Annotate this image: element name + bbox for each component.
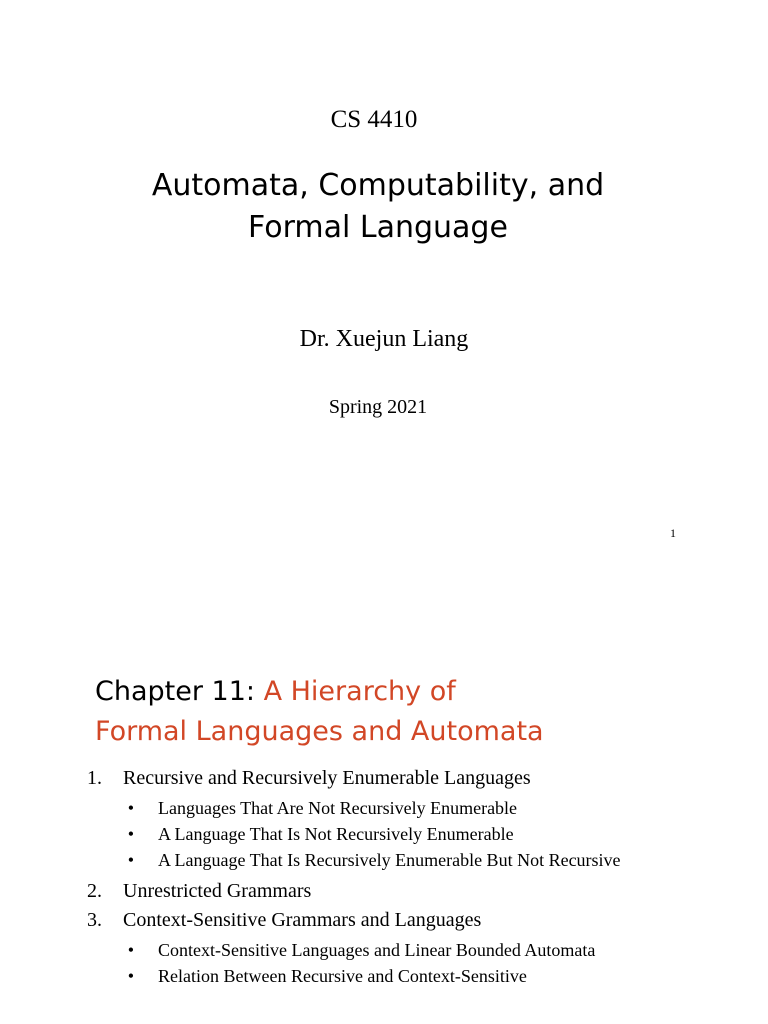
slide-title-line-1: Automata, Computability, and: [151, 168, 605, 203]
bullet-marker: •: [127, 940, 134, 960]
chapter-outline: [87, 766, 667, 995]
outline-number: 2.: [87, 880, 102, 902]
chapter-topic-line-2: Formal Languages and Automata: [95, 716, 544, 747]
outline-subitem-text: Languages That Are Not Recursively Enumerable: [158, 798, 518, 818]
outline-section: [87, 879, 667, 904]
page-number: 1: [670, 526, 676, 540]
course-code: CS 4410: [330, 106, 418, 133]
bullet-marker: •: [127, 966, 134, 986]
outline-subitem: [87, 795, 667, 821]
outline-subitem: [87, 963, 667, 989]
term: Spring 2021: [328, 396, 428, 418]
bullet-marker: •: [127, 824, 134, 844]
outline-subitem-text: A Language That Is Not Recursively Enumerable: [158, 824, 514, 844]
chapter-label: Chapter 11:: [95, 676, 264, 707]
outline-sublist: [87, 795, 667, 873]
outline-number: 1.: [87, 767, 102, 789]
bullet-marker: •: [127, 798, 134, 818]
outline-section: [87, 766, 667, 873]
bullet-marker: •: [127, 850, 134, 870]
chapter-slide: [0, 648, 768, 1024]
slide-title-line-2: Formal Language: [248, 210, 508, 245]
author-name: Dr. Xuejun Liang: [299, 326, 469, 352]
outline-heading: Recursive and Recursively Enumerable Languages: [123, 767, 531, 789]
outline-subitem: [87, 937, 667, 963]
outline-section: [87, 908, 667, 989]
chapter-title-line-1: [95, 672, 715, 712]
outline-heading: Context-Sensitive Grammars and Languages: [123, 909, 482, 931]
chapter-topic-line-1: A Hierarchy of: [263, 676, 456, 707]
slide-title: [0, 165, 756, 249]
outline-subitem-text: Relation Between Recursive and Context-Sensitive: [158, 966, 527, 986]
outline-subitem: [87, 821, 667, 847]
chapter-title: [95, 672, 715, 752]
outline-heading: Unrestricted Grammars: [123, 880, 312, 902]
outline-number: 3.: [87, 909, 102, 931]
outline-subitem-text: A Language That Is Recursively Enumerable But Not Recursive: [158, 850, 621, 870]
outline-subitem: [87, 847, 667, 873]
outline-sublist: [87, 937, 667, 989]
outline-subitem-text: Context-Sensitive Languages and Linear Bounded Automata: [158, 940, 596, 960]
